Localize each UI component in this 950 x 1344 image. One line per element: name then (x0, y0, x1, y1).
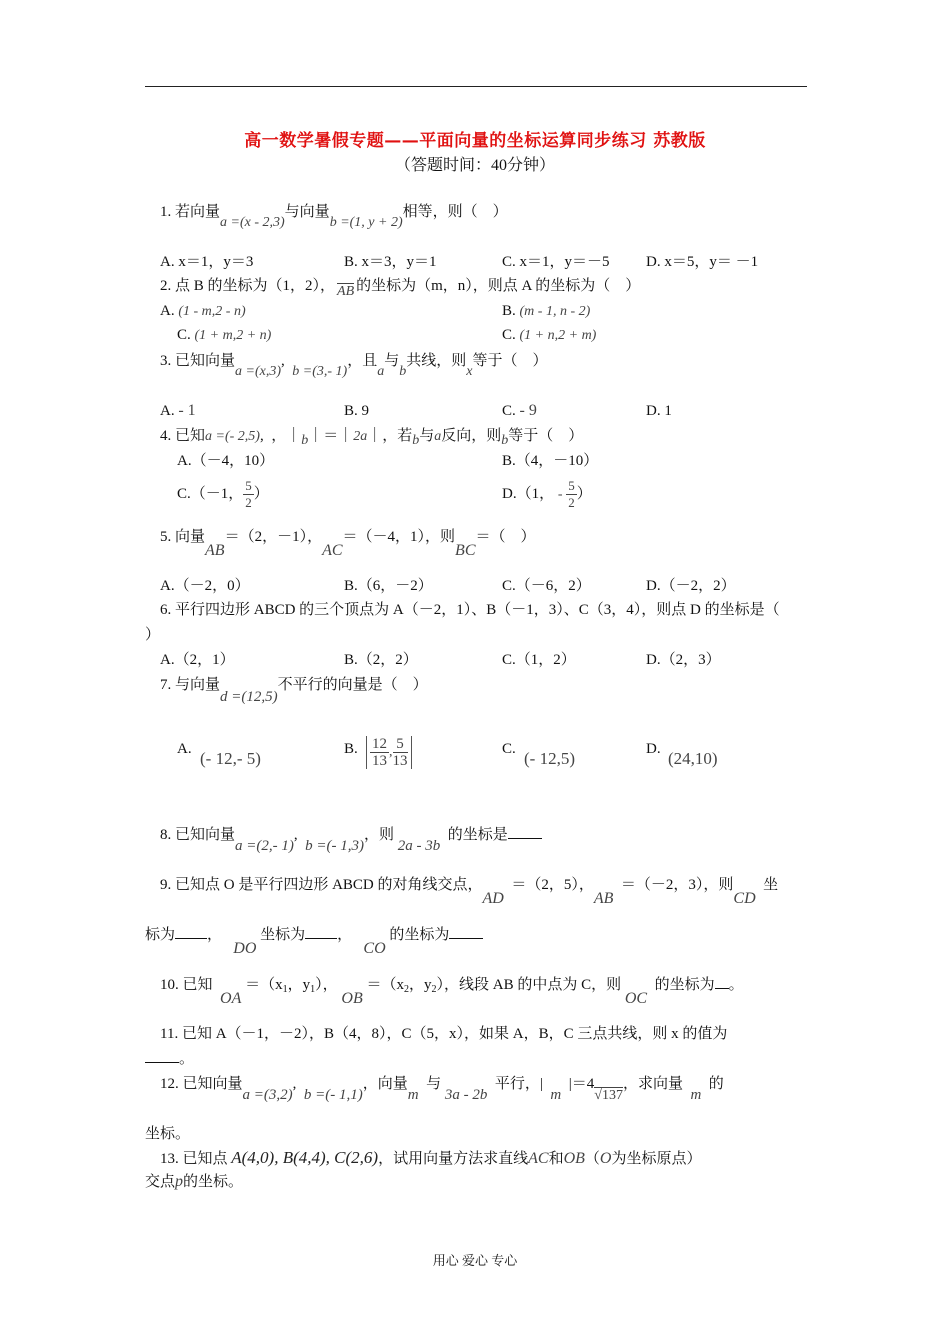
q9-vector-cd: CD (733, 890, 756, 907)
q1-option-b: B. x＝3，y＝1 (344, 254, 437, 270)
q4-vector-a: a =(- 2,5) (205, 429, 260, 444)
q13-text: 13. 已知点 (160, 1151, 228, 1167)
q9-l2-text-b: ， (207, 927, 223, 943)
q2-option-c2-expr: (1 + n,2 + m) (519, 328, 597, 343)
q4-symbol-b: b (301, 433, 309, 448)
q9-l2-text-a: 标为 (145, 927, 176, 943)
q10-period: 。 (728, 977, 744, 993)
q7-b-fraction-1 (370, 736, 389, 769)
q4-text: 4. 已知 (160, 428, 206, 444)
q5-option-d: D.（－2，2） (646, 578, 736, 594)
q13-symbol-p: p (175, 1173, 184, 1190)
q4-symbol-b3: b (501, 433, 509, 448)
q7-option-c-label: C. (502, 741, 516, 757)
q3-option-c-label: C. (502, 403, 516, 419)
q7-option-d (646, 740, 661, 758)
page-footer: 用心 爱心 专心 (432, 1253, 518, 1268)
q10-vector-ob: OB (341, 990, 363, 1007)
q4-c-denominator: 2 (245, 495, 252, 510)
q4-option-d-minus: - (557, 486, 563, 502)
q13-line-ac: AC (528, 1150, 549, 1167)
q4-text-mid3: ｜，若 (367, 428, 413, 444)
q9-vector-do: DO (233, 940, 257, 957)
q13-text-mid1: ，试用向量方法求直线 (378, 1151, 529, 1167)
q3-option-c (502, 402, 537, 420)
q2-option-c1-label: C. (177, 327, 195, 343)
q1-option-a: A. x＝1，y＝3 (160, 254, 254, 270)
question-5 (160, 528, 536, 559)
q4-option-d (502, 478, 592, 511)
q7-b-fraction-2 (393, 736, 408, 769)
q11-period: 。 (179, 1051, 195, 1067)
q9-vector-co: CO (363, 940, 386, 957)
q10-sub-3: 2 (403, 984, 409, 995)
q2-option-c2 (502, 326, 596, 345)
q12-vector-b: b =(- 1,1) (303, 1087, 363, 1103)
question-6-cont: ） (145, 627, 161, 643)
q8-answer-blank[interactable] (508, 838, 542, 839)
q1-text-end: 相等，则（ ） (402, 204, 508, 220)
q13-l2-text-a: 交点 (145, 1174, 176, 1190)
q13-points: A(4,0), B(4,4), C(2,6) (231, 1148, 379, 1167)
q2-option-a (160, 302, 246, 321)
q9-text-mid2: ＝（－2，3），则 (620, 877, 734, 893)
q10-text-mid2c: ），线段 AB 的中点为 C，则 (436, 977, 622, 993)
q6-option-b: B.（2，2） (344, 652, 418, 668)
question-8: 8. 已知向量a =(2,- 1), b =(- 1,3)，则 2a - 3b 的坐标是 (160, 826, 542, 844)
q3-option-a (160, 402, 196, 420)
q4-option-c-label: C.（－1， (177, 485, 244, 502)
q12-vector-a: a =(3,2) (242, 1087, 293, 1103)
q5-vector-ab: AB (205, 542, 225, 559)
q12-symbol-m1: m (407, 1087, 419, 1103)
q13-text-mid3: （ (584, 1151, 600, 1167)
q7-option-a-value: (- 12,- 5) (200, 749, 261, 768)
document-title: 高一数学暑假专题——平面向量的坐标运算同步练习 苏教版 (244, 131, 706, 151)
q5-text-mid1: ＝（2，－1）， (224, 529, 323, 545)
q4-symbol-b2: b (412, 433, 420, 448)
q5-text: 5. 向量 (160, 529, 206, 545)
q9-l2-text-c: 坐标为 (260, 927, 306, 943)
q10-text-mid1b: ，y (287, 977, 311, 993)
q7-option-d-label: D. (646, 741, 661, 757)
q3-option-a-label: A. (160, 403, 175, 419)
q8-vector-a: a =(2,- 1) (235, 838, 294, 854)
q9-vector-ab: AB (593, 890, 614, 907)
q4-text-mid1: ，｜ (271, 428, 302, 444)
question-12: 12. 已知向量a =(3,2), b =(- 1,1)，向量m 与 3a - 2b 平行，| m |＝4√137，求向量 m 的 (160, 1076, 724, 1103)
q7-vector-d: d =(12,5) (220, 689, 278, 705)
q3-text-mid1: ，且 (347, 353, 378, 369)
q4-c-numerator: 5 (245, 478, 252, 493)
q10-sub-4: 2 (431, 984, 437, 995)
q1-vector-b: b =(1, y + 2) (329, 215, 403, 230)
q2-option-c1-expr: (1 + m,2 + n) (194, 328, 272, 343)
q7-b-den1: 13 (372, 753, 387, 769)
q9-blank-2[interactable] (305, 938, 337, 939)
question-11-cont (145, 1050, 194, 1068)
q5-option-c: C.（－6，2） (502, 578, 591, 594)
q2-text-end: 的坐标为（m，n），则点 A 的坐标为（ ） (356, 278, 641, 294)
question-13-cont (145, 1173, 243, 1191)
q4-option-a: A.（－4，10） (177, 453, 275, 469)
q9-text: 9. 已知点 O 是平行四边形 ABCD 的对角线交点， (160, 877, 483, 893)
q12-text-mid3: 平行，| (494, 1076, 543, 1092)
q3-text-mid3: 共线，则 (406, 353, 467, 369)
q1-option-c: C. x＝1，y＝－5 (502, 254, 610, 270)
question-13 (160, 1149, 702, 1168)
q9-l2-text-e: 的坐标为 (389, 927, 450, 943)
q5-vector-bc: BC (455, 542, 476, 559)
q10-sub-2: 1 (310, 984, 316, 995)
q2-option-a-expr: (1 - m,2 - n) (178, 304, 246, 319)
q3-option-a-expr: - 1 (178, 402, 196, 419)
question-4: 4. 已知a =(- 2,5), ，｜b｜＝｜2a｜，若b与a反向，则b等于（ ） (160, 428, 584, 448)
question-11: 11. 已知 A（－1，－2），B（4，8），C（5，x），如果 A，B，C 三点共线，则 x 的值为 (160, 1026, 728, 1042)
q6-option-a: A.（2，1） (160, 652, 235, 668)
q4-option-c-end: ） (253, 485, 269, 502)
q7-option-d-value: (24,10) (668, 749, 718, 768)
q9-blank-1[interactable] (175, 938, 207, 939)
q7-option-b-expr: $\frac{12}{13}$ , $\frac{5}{13}$ (366, 736, 412, 769)
q3-vector-b: b =(3,- 1) (292, 364, 348, 379)
question-7 (160, 676, 428, 705)
q7-text: 7. 与向量 (160, 677, 221, 693)
q2-option-c2-label: C. (502, 327, 520, 343)
q10-text: 10. 已知 (160, 977, 213, 993)
q3-text-mid2: 与 (384, 353, 400, 369)
q7-option-a-expr (200, 750, 261, 768)
q8-text-end: 的坐标是 (447, 827, 508, 843)
q11-answer-blank[interactable] (145, 1062, 179, 1063)
q7-option-d-expr (668, 750, 718, 769)
q9-vector-ad: AD (482, 890, 504, 907)
q3-symbol-b: b (399, 364, 407, 379)
q10-text-mid1c: ）， (315, 977, 338, 993)
q4-text-mid2: ｜＝｜ (308, 428, 354, 444)
question-9-cont (145, 926, 483, 957)
q12-sqrt: √137 (594, 1088, 623, 1103)
q10-text-mid2b: ，y (408, 977, 432, 993)
q1-text: 1. 若向量 (160, 204, 221, 220)
q9-text-end: 坐 (763, 877, 779, 893)
q4-text-end: 等于（ ） (508, 428, 584, 444)
q10-text-mid2: ＝（x (366, 977, 404, 993)
q12-expression: 3a - 2b (444, 1087, 488, 1103)
q2-option-a-label: A. (160, 303, 179, 319)
q4-d-numerator: 5 (568, 478, 575, 493)
header-rule (145, 86, 807, 87)
q4-text-mid5: 反向，则 (441, 428, 502, 444)
q3-option-b: B. 9 (344, 403, 370, 419)
question-10 (160, 976, 744, 1007)
q3-option-d: D. 1 (646, 403, 672, 419)
q12-text-mid4: |＝4 (568, 1076, 595, 1092)
q3-text: 3. 已知向量 (160, 353, 236, 369)
q7-b-num1: 12 (372, 736, 387, 752)
q4-option-d-label: D.（1， (502, 485, 555, 502)
q9-l2-text-d: ， (337, 927, 353, 943)
q5-vector-ac: AC (322, 542, 343, 559)
q7-option-b (344, 740, 358, 758)
q7-option-c (502, 740, 516, 758)
q7-b-den2: 13 (392, 753, 408, 769)
q13-text-mid2: 和 (548, 1151, 564, 1167)
q7-option-a (177, 740, 192, 758)
q13-line-ob: OB (563, 1150, 585, 1167)
q7-option-a-label: A. (177, 741, 192, 757)
question-3: 3. 已知向量a =(x,3), b =(3,- 1)，且a与b共线，则x等于（ ） (160, 353, 548, 379)
q7-b-num2: 5 (393, 736, 408, 753)
question-1 (160, 203, 508, 230)
q9-text-mid1: ＝（2，5）， (511, 877, 594, 893)
q4-text-mid4: 与 (419, 428, 435, 444)
q3-symbol-a: a (377, 364, 385, 379)
q2-option-b-expr: (m - 1, n - 2) (519, 304, 591, 319)
q4-expr-2a: 2a (353, 429, 368, 444)
q3-text-end: 等于（ ） (472, 353, 548, 369)
question-2 (160, 277, 641, 299)
q13-text-mid4: 为坐标原点） (611, 1151, 702, 1167)
document-subtitle: （答题时间：40分钟） (394, 157, 555, 174)
q7-option-b-label: B. (344, 741, 358, 757)
q12-text: 12. 已知向量 (160, 1076, 243, 1092)
q4-option-d-fraction (566, 478, 577, 511)
q5-text-end: ＝（ ） (475, 529, 536, 545)
q12-text-end: 的 (708, 1076, 724, 1092)
q2-option-c1 (177, 326, 271, 345)
q4-option-d-end: ） (576, 485, 592, 502)
question-12-cont: 坐标。 (145, 1126, 191, 1142)
q5-option-b: B.（6，－2） (344, 578, 433, 594)
q4-option-b: B.（4，－10） (502, 453, 599, 469)
q4-option-c-fraction (243, 478, 254, 511)
q13-l2-text-b: 的坐标。 (183, 1174, 244, 1190)
q9-blank-3[interactable] (449, 938, 483, 939)
q10-vector-oa: OA (220, 990, 242, 1007)
q12-text-mid2: 与 (426, 1076, 442, 1092)
q12-text-mid5: ，求向量 (622, 1076, 683, 1092)
q7-option-c-value: (- 12,5) (524, 749, 575, 768)
q4-symbol-a: a (434, 429, 442, 444)
q5-text-mid2: ＝（－4，1），则 (342, 529, 456, 545)
q12-sqrt-value: 137 (601, 1088, 623, 1103)
q2-option-b-label: B. (502, 303, 520, 319)
q3-symbol-x: x (466, 364, 473, 379)
q12-text-mid1: ，向量 (362, 1076, 408, 1092)
q12-symbol-m2: m (550, 1087, 562, 1103)
q6-option-c: C.（1，2） (502, 652, 576, 668)
q2-option-b (502, 302, 590, 321)
q1-text-mid: 与向量 (284, 204, 330, 220)
q10-answer-blank[interactable] (715, 988, 729, 989)
q10-text-end: 的坐标为 (654, 977, 715, 993)
q6-option-d: D.（2，3） (646, 652, 721, 668)
q8-text-mid: ，则 (363, 827, 394, 843)
q2-text: 2. 点 B 的坐标为（1，2）， (160, 278, 336, 294)
q10-text-mid1: ＝（x (245, 977, 283, 993)
q10-sub-1: 1 (282, 984, 288, 995)
q4-d-denominator: 2 (568, 495, 575, 510)
q3-vector-a: a =(x,3) (235, 364, 282, 379)
q8-vector-b: b =(- 1,3) (305, 838, 364, 854)
q7-option-c-expr (524, 750, 575, 769)
q13-symbol-o: O (599, 1150, 612, 1167)
q1-vector-a: a =(x - 2,3) (220, 215, 285, 230)
q12-symbol-m3: m (690, 1087, 702, 1103)
q2-vector-ab: AB (337, 284, 355, 299)
q5-option-a: A.（－2，0） (160, 578, 250, 594)
q3-option-c-expr: - 9 (519, 402, 537, 419)
q4-option-c (177, 478, 269, 511)
q7-text-end: 不平行的向量是（ ） (277, 677, 428, 693)
q10-vector-oc: OC (624, 990, 648, 1007)
question-9 (160, 876, 779, 907)
q1-option-d: D. x＝5，y＝ －1 (646, 254, 759, 270)
q8-text: 8. 已知向量 (160, 827, 236, 843)
question-6: 6. 平行四边形 ABCD 的三个顶点为 A（－2，1）、B（－1，3）、C（3，4），则点 D 的坐标是（ (160, 602, 780, 618)
q8-expression: 2a - 3b (397, 838, 441, 854)
